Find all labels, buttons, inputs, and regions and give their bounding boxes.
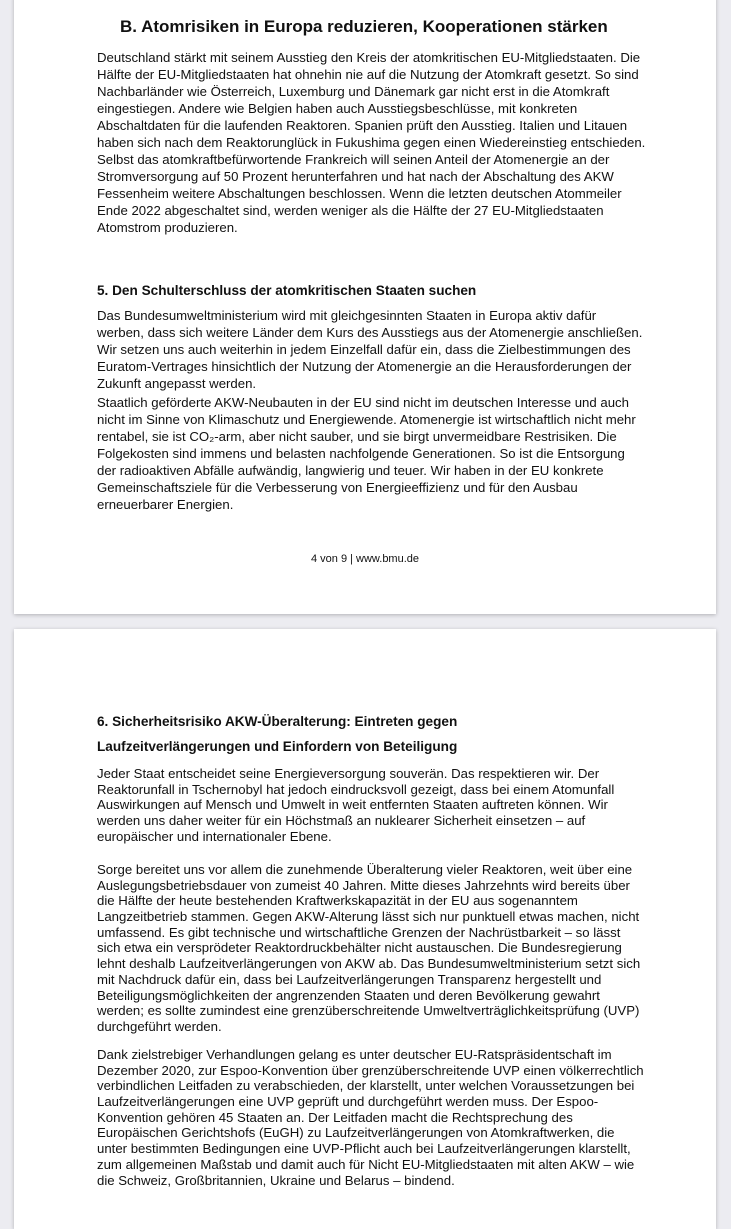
heading-5: 5. Den Schulterschluss der atomkritischen Staaten suchen bbox=[97, 283, 477, 298]
text-line: verbindlichen Leitfaden zu verabschieden, der klarstellt, unter welchen Voraussetzungen bei bbox=[97, 1078, 635, 1094]
page-footer: 4 von 9 | www.bmu.de bbox=[310, 553, 420, 565]
text-line: werden uns daher weiter für ein Höchstmaß an nuklearer Sicherheit einsetzen – auf bbox=[97, 813, 586, 829]
text-line: Europäischen Gerichtshofs (EuGH) zu Laufzeitverlängerungen von Atomkraftwerken, die bbox=[97, 1125, 615, 1141]
text-line: Gemeinschaftsziele für die Verbesserung von Energieeffizienz und für den Ausbau bbox=[97, 480, 578, 495]
text-line: Wir setzen uns auch weiterhin in jedem Einzelfall dafür ein, dass die Zielbestimmungen des bbox=[97, 342, 631, 357]
text-line: zum allgemeinen Maßstab und damit auch für Nicht EU-Mitgliedstaaten mit alten AKW – wie bbox=[97, 1156, 635, 1172]
text-line: Abschaltdaten für die laufenden Reaktoren. Spanien prüft den Ausstieg. Italien und Litauen bbox=[97, 118, 628, 133]
text-line: die Hälfte der heute bestehenden Kraftwerkskapazität in der EU aus sogenanntem bbox=[97, 893, 578, 909]
document-page-5 bbox=[14, 629, 716, 1229]
text-line: Euratom-Vertrages hinsichtlich der Nutzung der Atomenergie an die Herausforderungen der bbox=[97, 359, 632, 374]
text-line: Auswirkungen auf Mensch und Umwelt in weit entfernten Staaten auftreten können. Wir bbox=[97, 797, 608, 813]
text-line: sich etwa ein versprödeter Reaktordruckbehälter nicht austauschen. Die Bundesregierung bbox=[97, 940, 622, 956]
text-line: umfassend. Es gibt technische und wirtschaftliche Grenzen der Nachrüstbarkeit – so lässt bbox=[97, 924, 621, 940]
text-line: Folgekosten sind immens und belasten nachfolgende Generationen. So ist die Entsorgung bbox=[97, 446, 625, 461]
text-line: Selbst das atomkraftbefürwortende Frankreich will seinen Anteil der Atomenergie an der bbox=[97, 152, 610, 167]
text-line: werden; es sollte zumindest eine grenzüberschreitende Umweltverträglichkeitsprüfung (UVP) bbox=[97, 1003, 640, 1019]
section-title: B. Atomrisiken in Europa reduzieren, Kooperationen stärken bbox=[120, 17, 608, 36]
text-line: rentabel, sie ist CO₂-arm, aber nicht sauber, und sie birgt unvermeidbare Restrisiken. Die bbox=[97, 429, 617, 444]
paragraph bbox=[97, 394, 636, 513]
text-line: durchgeführt werden. bbox=[97, 1018, 222, 1034]
text-line: Ende 2022 abgeschaltet sind, werden weniger als die Hälfte der 27 EU-Mitgliedstaaten bbox=[97, 203, 604, 218]
heading-6-line2: Laufzeitverlängerungen und Einfordern von Beteiligung bbox=[97, 739, 458, 754]
text-line: Auslegungsbetriebsdauer von zumeist 40 Jahren. Mitte dieses Jahrzehnts wird bereits über bbox=[97, 877, 630, 893]
paragraph bbox=[97, 49, 645, 236]
text-line: die Schweiz, Großbritannien, Ukraine und Belarus – bindend. bbox=[97, 1172, 455, 1188]
text-line: Reaktorunfall in Tschernobyl hat jedoch eindrucksvoll gezeigt, dass bei einem Atomunfall bbox=[97, 781, 615, 797]
text-line: Langzeitbetrieb stammen. Gegen AKW-Alterung lässt sich nur punktuell etwas machen, nicht bbox=[97, 909, 640, 925]
text-line: Laufzeitverlängerungen eine UVP geprüft und durchgeführt werden muss. Der Espoo- bbox=[97, 1094, 599, 1110]
heading-6-line1: 6. Sicherheitsrisiko AKW-Überalterung: Eintreten gegen bbox=[97, 714, 458, 729]
document-page-4 bbox=[14, 0, 716, 614]
text-line: Staatlich geförderte AKW-Neubauten in der EU sind nicht im deutschen Interesse und auch bbox=[97, 395, 629, 410]
text-line: lehnt deshalb Laufzeitverlängerungen von AKW ab. Das Bundesumweltministerium setzt sich bbox=[97, 956, 641, 972]
text-line: der radioaktiven Abfälle aufwändig, langwierig und teuer. Wir haben in der EU konkrete bbox=[97, 463, 604, 478]
text-line: werben, dass sich weitere Länder dem Kurs des Ausstiegs aus der Atomenergie anschließen. bbox=[97, 325, 643, 340]
text-line: Stromversorgung auf 50 Prozent herunterfahren und hat nach der Abschaltung des AKW bbox=[97, 169, 614, 184]
text-line: Dezember 2020, zur Espoo-Konvention über grenzüberschreitende UVP einen völkerrechtlich bbox=[97, 1062, 644, 1078]
text-line: Nachbarländer wie Österreich, Luxemburg und Dänemark gar nicht erst in die Atomkraft bbox=[97, 84, 610, 99]
text-line: mit Nachdruck dafür ein, dass bei Laufzeitverlängerungen Transparenz hergestellt und bbox=[97, 971, 602, 987]
text-line: Beteiligungsmöglichkeiten der angrenzenden Staaten und deren Bevölkerung gewahrt bbox=[97, 987, 600, 1003]
text-line: Das Bundesumweltministerium wird mit gleichgesinnten Staaten in Europa aktiv dafür bbox=[97, 308, 597, 323]
text-line: Hälfte der EU-Mitgliedstaaten hat ohnehin nie auf die Nutzung der Atomkraft gesetzt. So sind bbox=[97, 67, 639, 82]
text-line: Dank zielstrebiger Verhandlungen gelang es unter deutscher EU-Ratspräsidentschaft im bbox=[97, 1047, 612, 1062]
paragraph bbox=[97, 307, 642, 392]
text-line: haben sich nach dem Reaktorunglück in Fukushima gegen einen Wiedereinstieg entschieden. bbox=[97, 135, 646, 150]
paragraph bbox=[97, 1047, 644, 1188]
text-line: Zukunft angepasst werden. bbox=[97, 376, 257, 391]
text-line: erneuerbarer Energien. bbox=[97, 497, 234, 512]
text-line: Sorge bereitet uns vor allem die zunehmende Überalterung vieler Reaktoren, weit über eine bbox=[97, 862, 633, 877]
text-line: eingestiegen. Andere wie Belgien haben auch Ausstiegsbeschlüsse, mit konkreten bbox=[97, 101, 578, 116]
text-line: Fessenheim weitere Abschaltungen beschlossen. Wenn die letzten deutschen Atommeiler bbox=[97, 186, 622, 201]
text-line: nicht im Sinne von Klimaschutz und Energiewende. Atomenergie ist wirtschaftlich nicht mehr bbox=[97, 412, 636, 427]
paragraph bbox=[97, 766, 614, 844]
text-line: Atomstrom produzieren. bbox=[97, 220, 238, 235]
text-line: Deutschland stärkt mit seinem Ausstieg den Kreis der atomkritischen EU-Mitgliedstaaten. Die bbox=[97, 50, 641, 65]
text-line: europäischer und internationaler Ebene. bbox=[97, 828, 332, 844]
text-line: Jeder Staat entscheidet seine Energieversorgung souverän. Das respektieren wir. Der bbox=[97, 766, 600, 781]
paragraph bbox=[97, 862, 640, 1035]
text-line: Konvention gehören 45 Staaten an. Der Leitfaden macht die Rechtsprechung des bbox=[97, 1109, 573, 1125]
text-line: unter bestimmten Bedingungen eine UVP-Pflicht auch bei Laufzeitverlängerungen klarstellt, bbox=[97, 1141, 631, 1157]
